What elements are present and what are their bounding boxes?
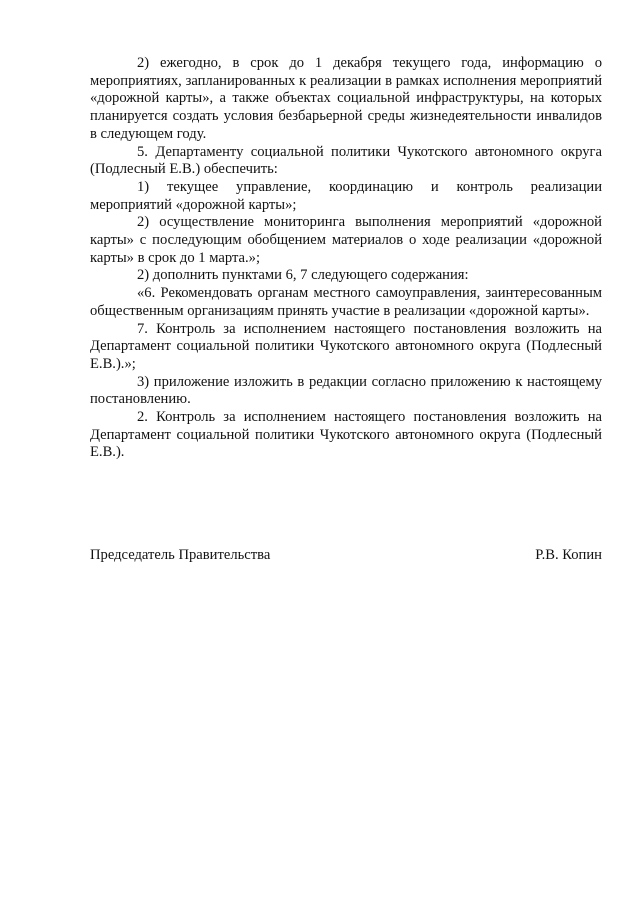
paragraph-amendment-2: 2) дополнить пунктами 6, 7 следующего содержания:: [137, 267, 469, 284]
signature-block: [90, 547, 602, 565]
signatory-name: Р.В. Копин: [535, 547, 602, 563]
paragraph-control-clause: 2. Контроль за исполнением настоящего постановления возложить на Департамент социальной политики Чукотского автономного округа (Подлесный Е.В.).: [90, 409, 602, 461]
paragraph-item-2-annual-info: 2) ежегодно, в срок до 1 декабря текущего года, информацию о мероприятиях, запланированных к реализации в рамках исполнения мероприятий «дорожной карты», а также объектах социальной инфраструктуры, на которых планируется создать условия безбарьерной среды жизнедеятельности инвалидов в следующем году.: [90, 55, 602, 142]
paragraph-point-5-item-1: 1) текущее управление, координацию и контроль реализации мероприятий «дорожной карты»;: [90, 178, 602, 213]
signatory-position: Председатель Правительства: [90, 547, 271, 563]
document-body: [90, 55, 602, 462]
paragraph-amendment-3: 3) приложение изложить в редакции согласно приложению к настоящему постановлению.: [90, 373, 602, 408]
paragraph-point-5: 5. Департаменту социальной политики Чукотского автономного округа (Подлесный Е.В.) обеспечить:: [90, 143, 602, 178]
paragraph-point-7: 7. Контроль за исполнением настоящего постановления возложить на Департамент социальной политики Чукотского автономного округа (Подлесный Е.В.).»;: [90, 320, 602, 372]
paragraph-point-5-item-2: 2) осуществление мониторинга выполнения мероприятий «дорожной карты» с последующим обобщением материалов о ходе реализации «дорожной карты» в срок до 1 марта.»;: [90, 214, 602, 266]
paragraph-point-6: «6. Рекомендовать органам местного самоуправления, заинтересованным общественным организациям принять участие в реализации «дорожной карты».: [90, 285, 602, 319]
